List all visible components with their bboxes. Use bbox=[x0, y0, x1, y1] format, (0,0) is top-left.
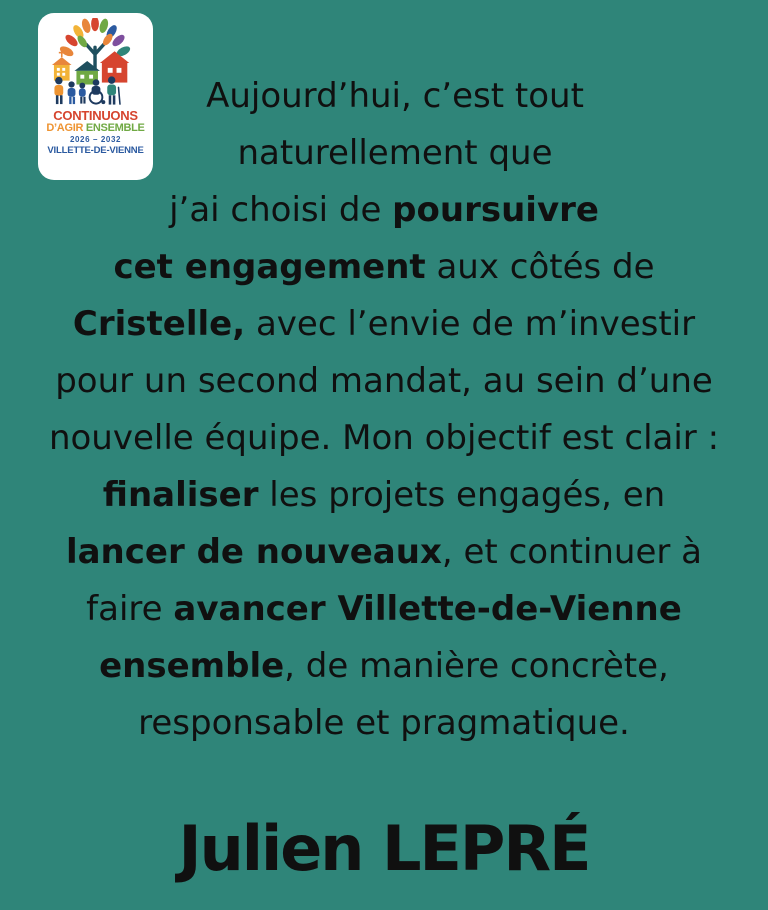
logo-city: VILLETTE-DE-VIENNE bbox=[47, 144, 144, 156]
quote-line: responsable et pragmatique. bbox=[138, 703, 630, 743]
quote-text bbox=[0, 68, 768, 752]
quote-line: lancer de nouveaux, et continuer à bbox=[65, 532, 703, 572]
quote-line: Cristelle, avec l’envie de m’investir bbox=[72, 304, 696, 344]
logo-slogan-line1: CONTINUONS bbox=[53, 108, 138, 123]
author-name: Julien LEPRÉ bbox=[178, 812, 590, 885]
quote-line: nouvelle équipe. Mon objectif est clair : bbox=[48, 418, 720, 458]
quote-line: Aujourd’hui, c’est tout bbox=[206, 76, 584, 116]
quote-line: faire avancer Villette-de-Vienne bbox=[86, 589, 682, 629]
logo-slogan-line2a: D’AGIR bbox=[46, 122, 84, 135]
quote-line: cet engagement aux côtés de bbox=[113, 247, 655, 287]
quote-line: naturellement que bbox=[237, 133, 553, 173]
quote-line: j’ai choisi de poursuivre bbox=[169, 190, 599, 230]
quote-line: finaliser les projets engagés, en bbox=[102, 475, 666, 515]
quote-line: ensemble, de manière concrète, bbox=[99, 646, 669, 686]
quote-line: pour un second mandat, au sein d’une bbox=[55, 361, 713, 401]
logo-years: 2026 – 2032 bbox=[69, 134, 122, 144]
logo-slogan-line2b: ENSEMBLE bbox=[85, 122, 145, 135]
